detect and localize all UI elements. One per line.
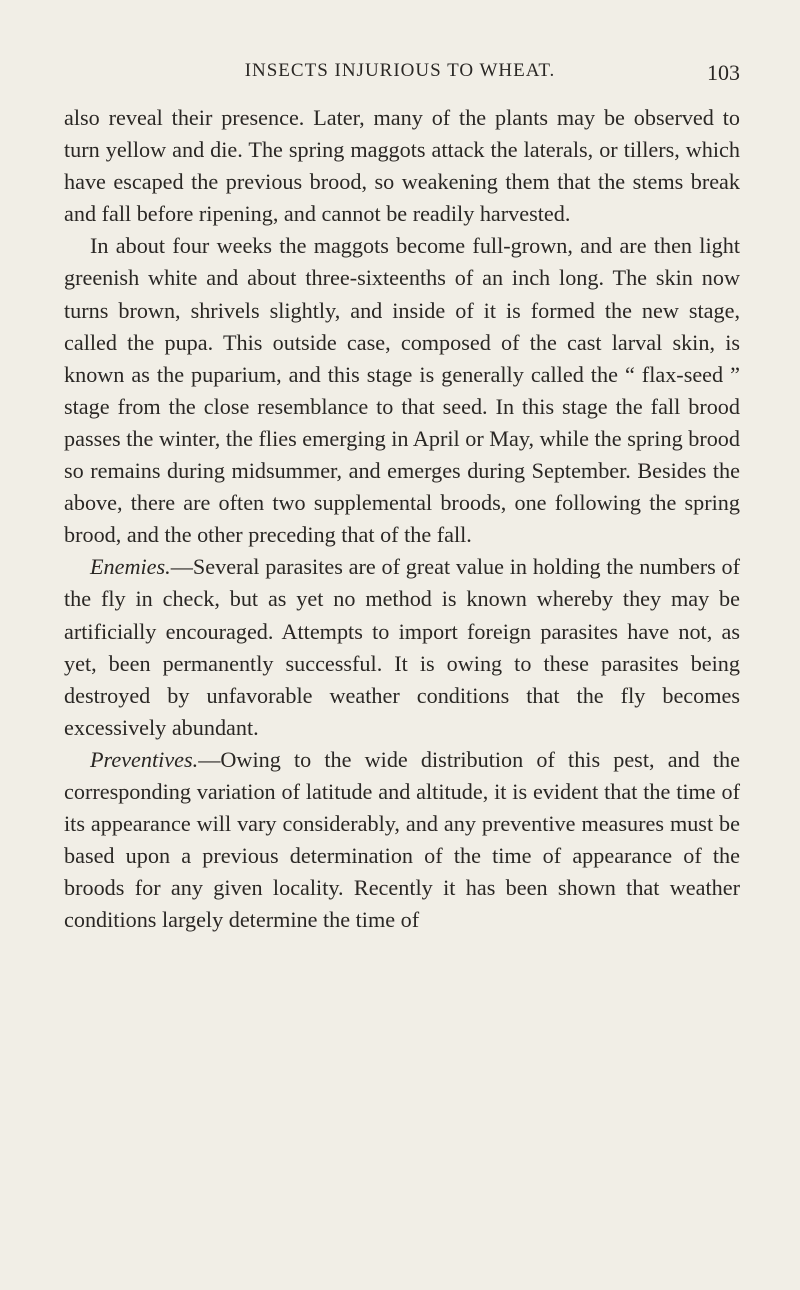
paragraph-continuation bbox=[64, 102, 740, 230]
paragraph-text: also reveal their presence. Later, many of the plants may be observed to turn yellow and die. The spring maggots attack the laterals, or tillers, which have escaped the previous brood, so weakening them that the stems break and fall before ripening, and cannot be readily harvested. bbox=[64, 105, 740, 227]
section-title-enemies: Enemies. bbox=[90, 554, 171, 580]
page-number: 103 bbox=[707, 60, 740, 85]
paragraph-development bbox=[64, 230, 740, 551]
running-head bbox=[0, 60, 800, 90]
body-text bbox=[64, 102, 740, 936]
paragraph-preventives bbox=[64, 744, 740, 937]
paragraph-text: In about four weeks the maggots become full-grown, and are then light greenish white and about three-sixteenths of an inch long. The skin now turns brown, shrivels slightly, and inside of it is formed the new stage, called the pupa. This outside case, composed of the cast larval skin, is known as the puparium, and this stage is generally called the “ flax-seed ” stage from the close resemblance to that seed. In this stage the fall brood passes the winter, the flies emerging in April or May, while the spring brood so remains during midsummer, and emerges during September. Besides the above, there are often two supplemental broods, one following the spring brood, and the other preceding that of the fall. bbox=[64, 233, 740, 548]
running-title: INSECTS INJURIOUS TO WHEAT. bbox=[244, 60, 556, 81]
section-title-preventives: Preventives. bbox=[90, 746, 199, 772]
paragraph-enemies bbox=[64, 551, 740, 744]
paragraph-text: —Owing to the wide distribution of this pest, and the corresponding variation of latitude and altitude, it is evident that the time of its appearance will vary considerably, and any preventive measures must be based upon a previous determination of the time of appearance of the broods for any given locality. Recently it has been shown that weather conditions largely determine the time of bbox=[64, 746, 740, 933]
paragraph-text: —Several parasites are of great value in holding the numbers of the fly in check, but as yet no method is known whereby they may be artificially encouraged. Attempts to import foreign parasites have not, as yet, been permanently successful. It is owing to these parasites being destroyed by unfavorable weather conditions that the fly becomes excessively abundant. bbox=[64, 554, 740, 740]
